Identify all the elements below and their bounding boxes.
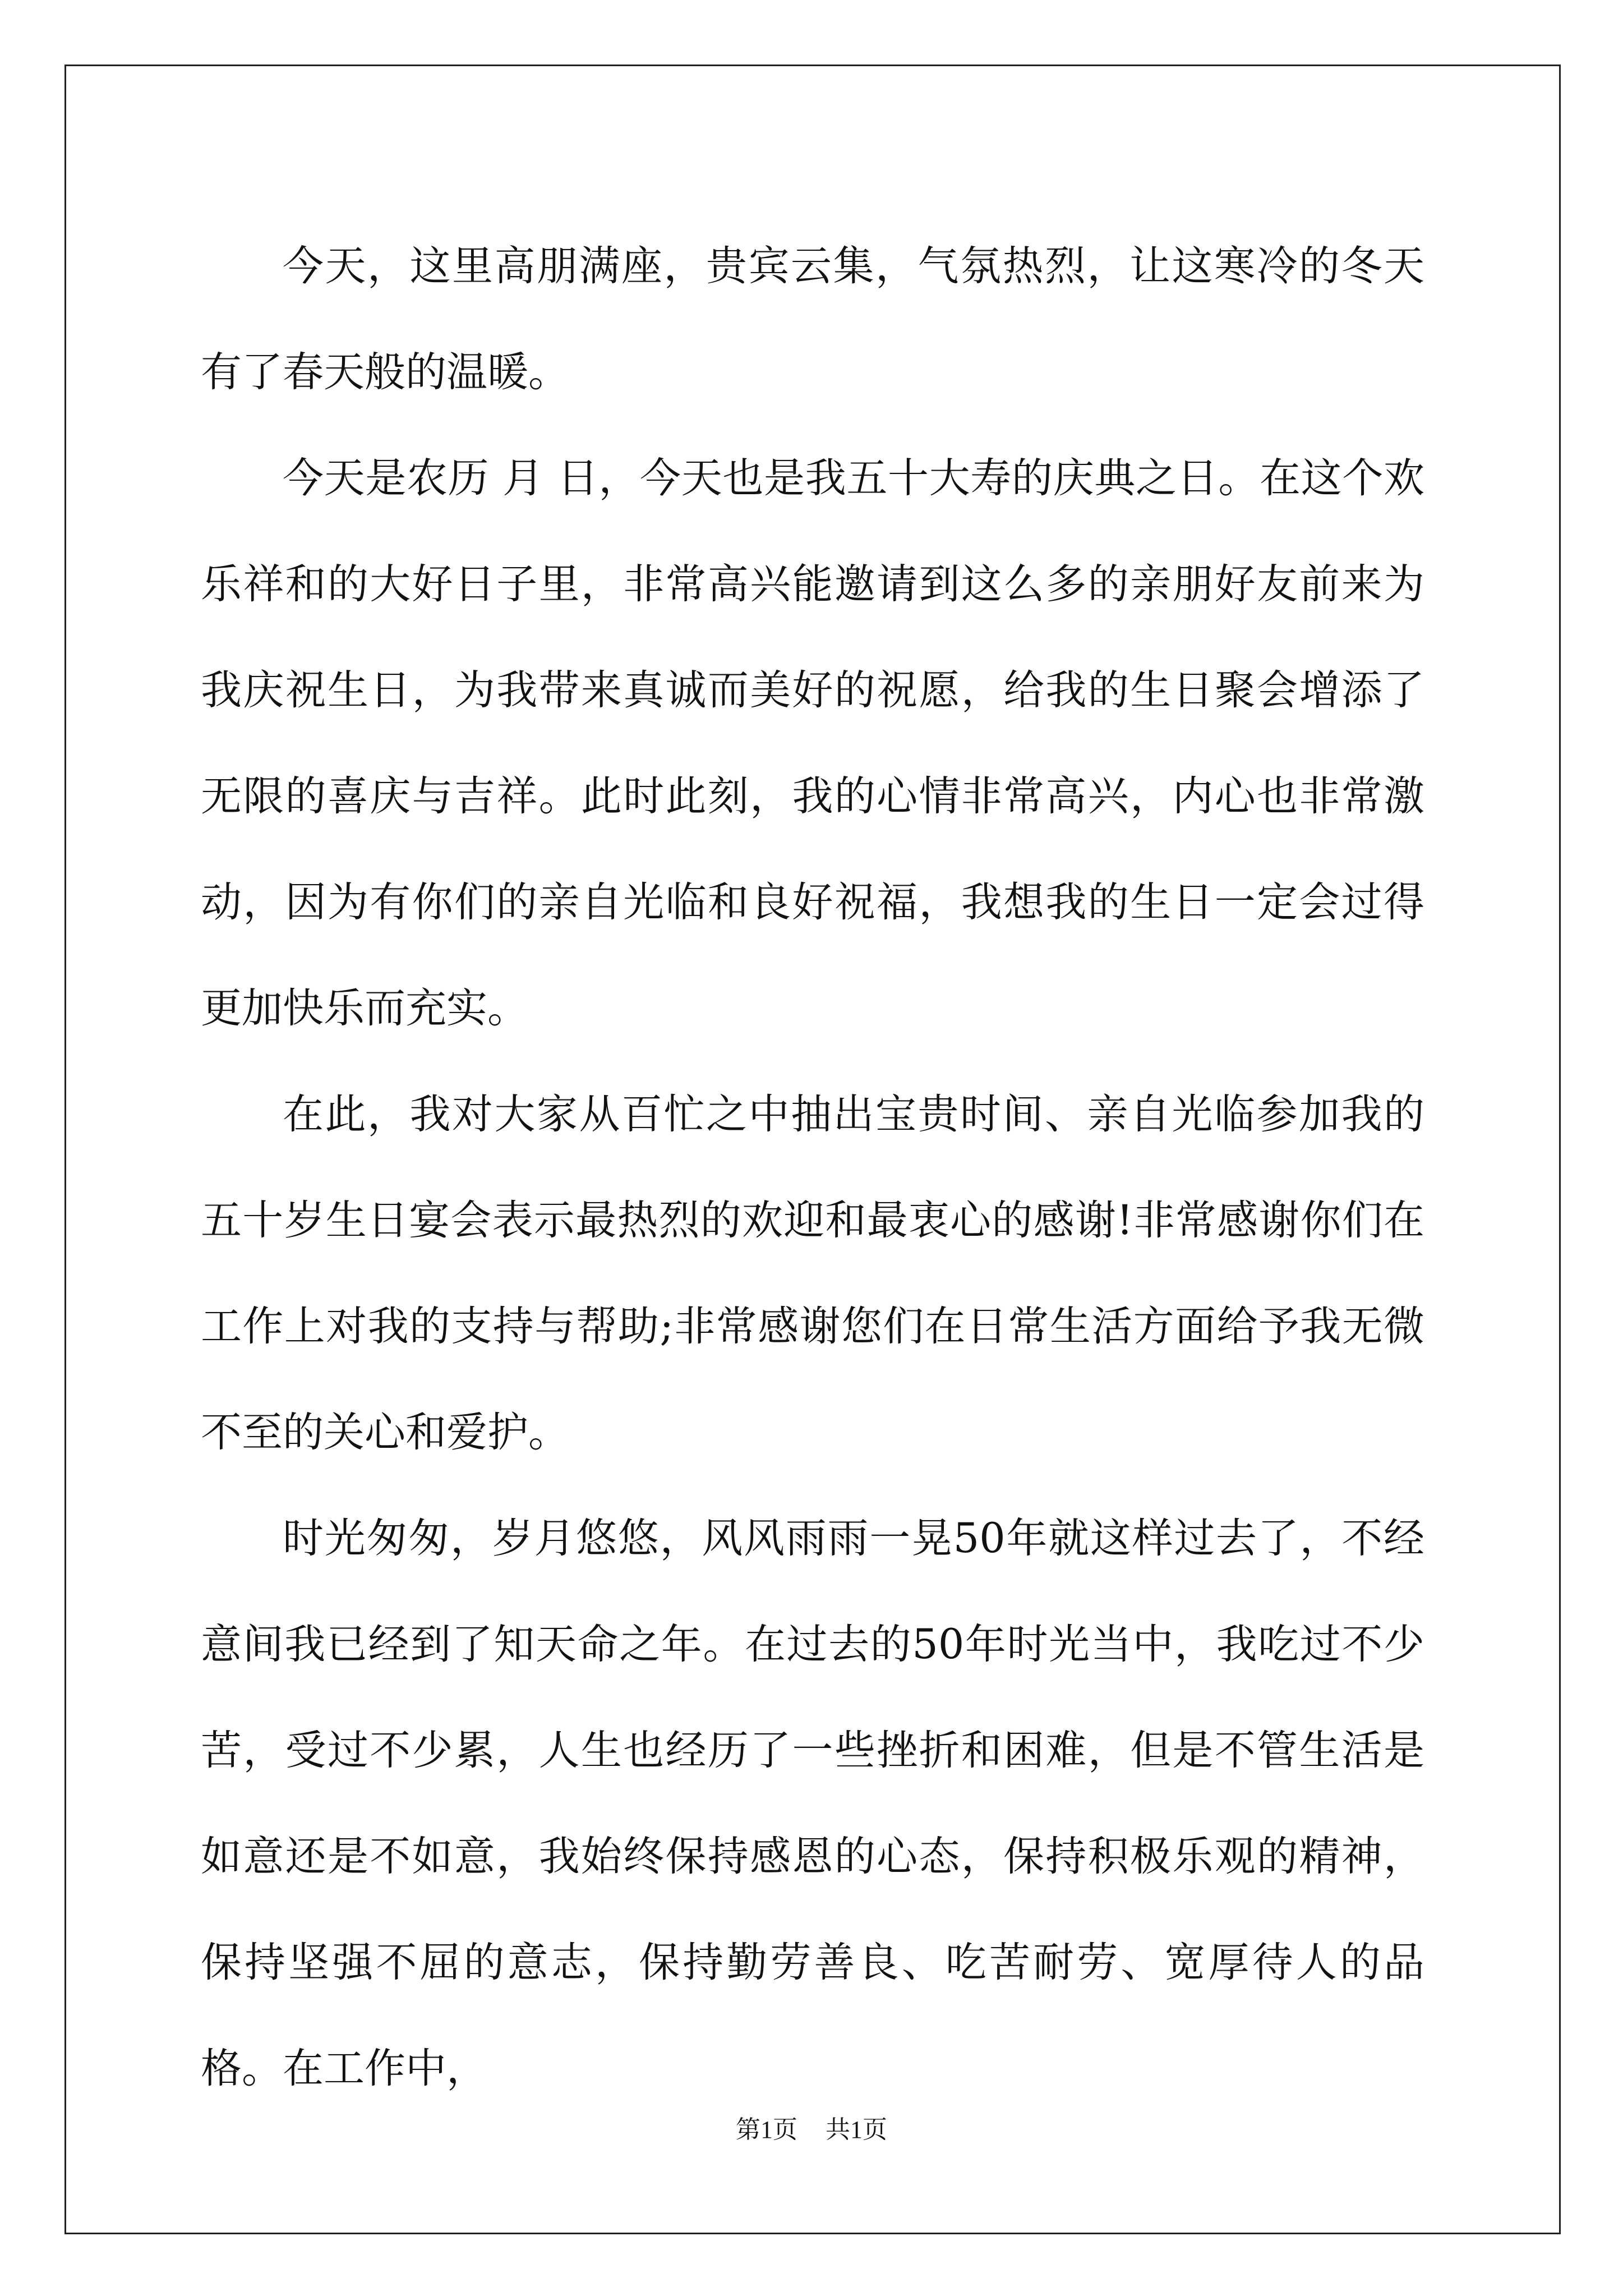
paragraph-2: 今天是农历 月 日，今天也是我五十大寿的庆典之日。在这个欢乐祥和的大好日子里，非常高兴能邀请到这么多的亲朋好友前来为我庆祝生日，为我带来真诚而美好的祝愿，给我的生日聚会增添了无限的喜庆与吉祥。此时此刻，我的心情非常高兴，内心也非常激动，因为有你们的亲自光临和良好祝福，我想我的生日一定会过得更加快乐而充实。	[201, 454, 1424, 1032]
page-number-total: 共1页	[826, 2116, 887, 2143]
document-body	[201, 213, 1424, 2122]
paragraph-3: 在此，我对大家从百忙之中抽出宝贵时间、亲自光临参加我的五十岁生日宴会表示最热烈的欢迎和最衷心的感谢!非常感谢你们在工作上对我的支持与帮助;非常感谢您们在日常生活方面给予我无微不至的关心和爱护。	[201, 1091, 1424, 1456]
page-number-current: 第1页	[736, 2116, 797, 2143]
paragraph-1: 今天，这里高朋满座，贵宾云集，气氛热烈，让这寒冷的冬天有了春天般的温暖。	[201, 242, 1424, 396]
page-footer	[0, 2113, 1623, 2147]
paragraph-4: 时光匆匆，岁月悠悠，风风雨雨一晃50年就这样过去了，不经意间我已经到了知天命之年。在过去的50年时光当中，我吃过不少苦，受过不少累，人生也经历了一些挫折和困难，但是不管生活是如意还是不如意，我始终保持感恩的心态，保持积极乐观的精神，保持坚强不屈的意志，保持勤劳善良、吃苦耐劳、宽厚待人的品格。在工作中，	[201, 1515, 1424, 2092]
